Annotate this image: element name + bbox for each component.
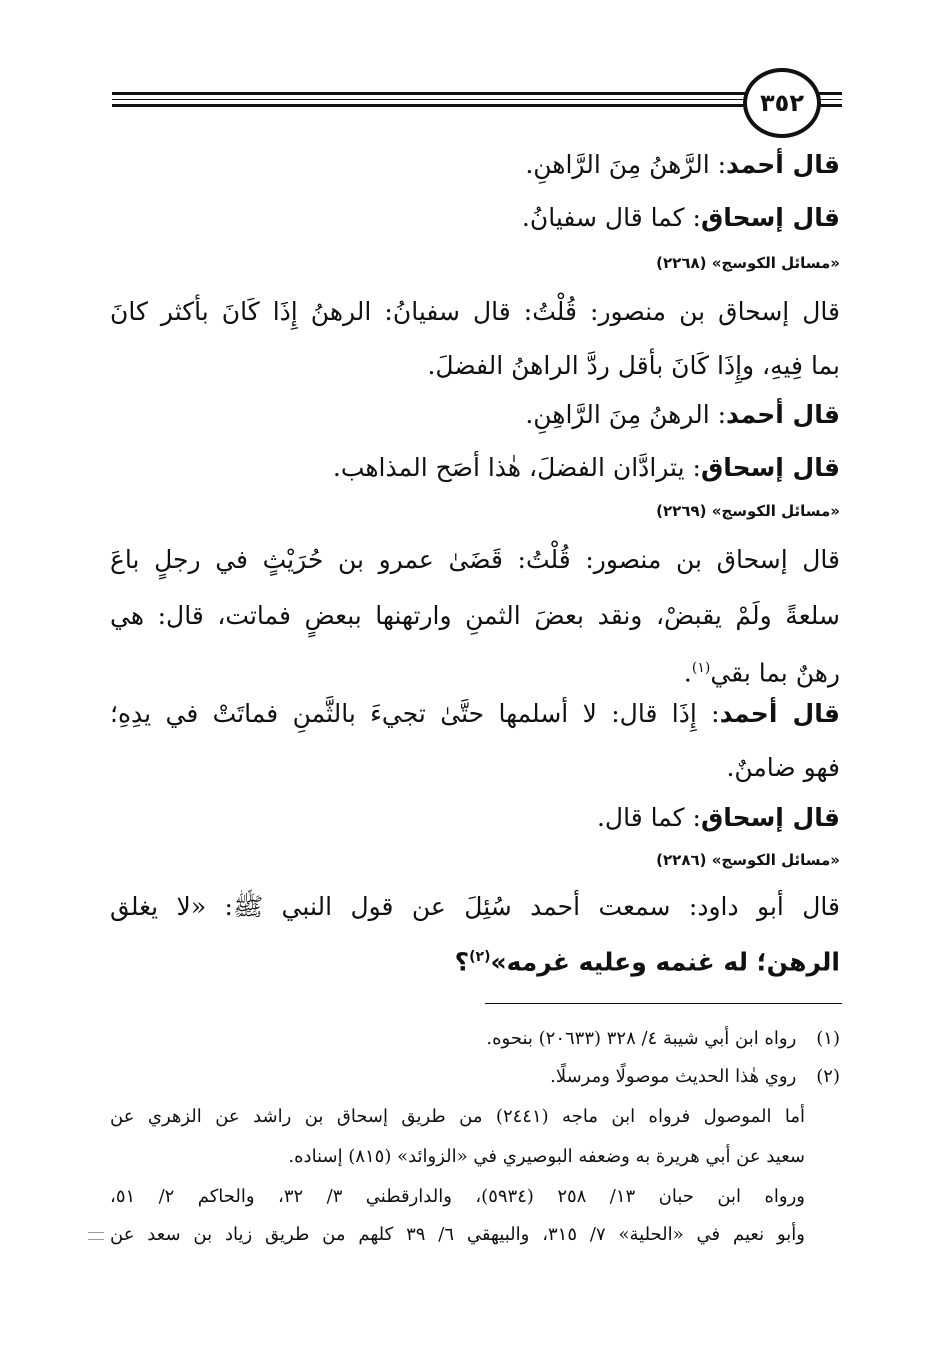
paragraph-line: فهو ضامنٌ.: [726, 753, 840, 782]
statement-text: : كما قال سفيانُ.: [521, 203, 701, 232]
source-citation: «مسائل الكوسج» (٢٢٦٩): [656, 502, 840, 520]
speaker-label: قال إسحاق: [700, 203, 840, 232]
footnote-line: وأبو نعيم في «الحلية» ٧/ ٣١٥، والبيهقي ٦/ ٣٩ كلهم من طريق زياد بن سعد عن: [110, 1224, 805, 1245]
header-rule-lower: [112, 104, 842, 107]
paragraph-text: رهنٌ بما بقي: [710, 658, 840, 688]
footnote-text: رواه ابن أبي شيبة ٤/ ٣٢٨ (٢٠٦٣٣) بنحوه.: [486, 1028, 797, 1049]
footnote-text: روي هٰذا الحديث موصولًا ومرسلًا.: [550, 1066, 797, 1087]
paragraph-line: قال إسحاق بن منصور: قُلْتُ: قَضَىٰ عمرو بن حُرَيْثٍ في رجلٍ باعَ: [110, 545, 840, 574]
statement-line: [110, 198, 840, 238]
statement-line: [110, 145, 840, 185]
footnote: [110, 1022, 840, 1056]
page-number: ٣٥٢: [743, 68, 821, 138]
paragraph-line: قال إسحاق بن منصور: قُلْتُ: قال سفيانُ: الرهنُ إِذَا كَانَ بأكثر كانَ: [110, 297, 840, 326]
statement-line: [110, 798, 840, 838]
statement-text: : إِذَا قال: لا أسلمها حتَّىٰ تجيءَ بالثَّمنِ فماتَتْ في يدِهِ؛: [110, 699, 720, 728]
statement-line: [110, 395, 840, 435]
paragraph-line: [110, 937, 840, 982]
footnote-separator: [485, 1003, 842, 1004]
speaker-label: قال أحمد: [726, 150, 840, 179]
source-citation: «مسائل الكوسج» (٢٢٦٨): [656, 254, 840, 272]
statement-text: : الرَّهنُ مِنَ الرَّاهنِ.: [525, 150, 727, 179]
footnote: [110, 1060, 840, 1094]
header-rule-thin: [112, 99, 842, 100]
speaker-label: قال إسحاق: [700, 453, 840, 482]
speaker-label: قال أحمد: [726, 400, 840, 429]
header-rule: [112, 92, 842, 95]
paragraph-line: بما فِيهِ، وإِذَا كَانَ بأقل ردَّ الراهنُ الفضلَ.: [427, 351, 840, 380]
speaker-label: قال أحمد: [719, 699, 840, 728]
paragraph-line: قال أبو داود: سمعت أحمد سُئِلَ عن قول النبي ﷺ: «لا يغلق: [110, 892, 840, 921]
footnote-ref: (٢): [469, 949, 491, 965]
footnote-ref: (١): [691, 660, 711, 676]
paragraph-tail: ؟: [454, 947, 470, 977]
footnote-line: أما الموصول فرواه ابن ماجه (٢٤٤١) من طريق إسحاق بن راشد عن الزهري عن: [110, 1106, 805, 1127]
footnote-line: ورواه ابن حبان ١٣/ ٢٥٨ (٥٩٣٤)، والدارقطني ٣/ ٣٢، والحاكم ٢/ ٥١،: [110, 1186, 805, 1207]
hadith-quote: الرهن؛ له غنمه وعليه غرمه»: [490, 947, 840, 977]
paragraph-line: [110, 648, 840, 693]
paragraph-tail: .: [683, 658, 692, 688]
speaker-label: قال إسحاق: [700, 803, 840, 832]
footnote-line: سعيد عن أبي هريرة به وضعفه البوصيري في «الزوائد» (٨١٥) إسناده.: [288, 1146, 805, 1167]
statement-line: [110, 448, 840, 488]
statement-text: : كما قال.: [596, 803, 701, 832]
paragraph-line: سلعةً ولَمْ يقبضْ، ونقد بعضَ الثمنِ وارتهنها ببعضٍ فماتت، قال: هي: [110, 601, 840, 630]
statement-text: : الرهنُ مِنَ الرَّاهِنِ.: [525, 400, 727, 429]
footnote-number: (١): [816, 1028, 840, 1049]
statement-line: [110, 694, 840, 734]
source-citation: «مسائل الكوسج» (٢٢٨٦): [656, 851, 840, 869]
margin-mark: [88, 1232, 104, 1240]
footnote-number: (٢): [816, 1066, 840, 1087]
statement-text: : يترادَّان الفضلَ، هٰذا أصَح المذاهب.: [332, 453, 701, 482]
